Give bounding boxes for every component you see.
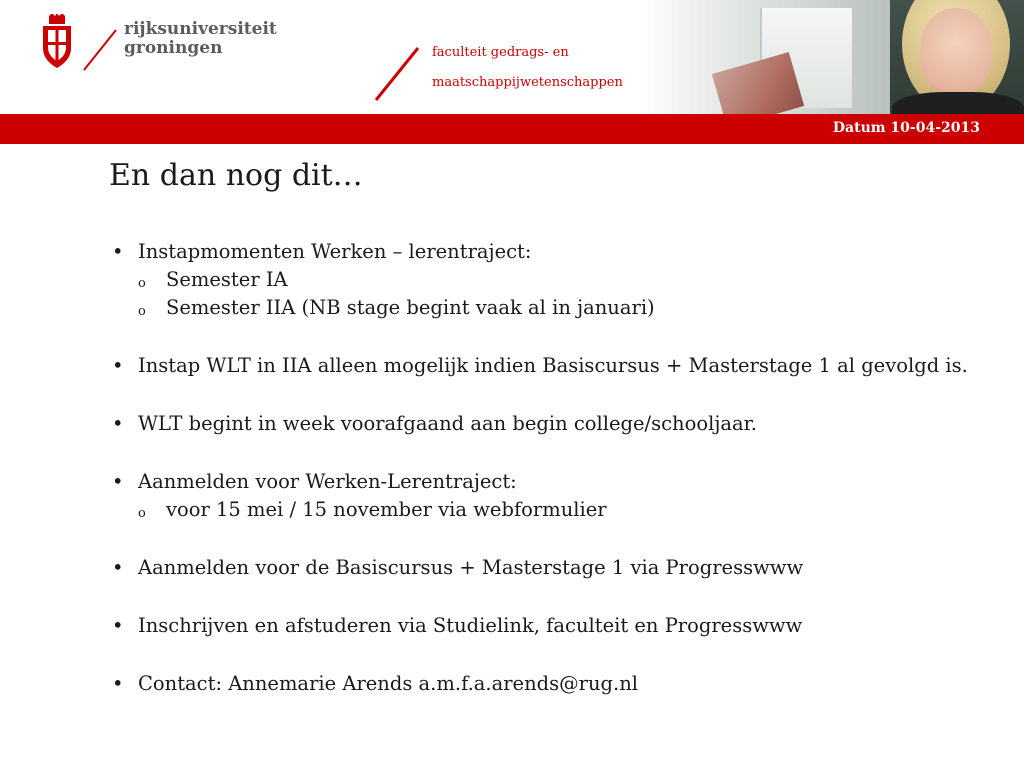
date-label: Datum 10-04-2013 bbox=[832, 120, 980, 136]
slide-title: En dan nog dit… bbox=[109, 158, 363, 193]
sub-text: Semester IIA (NB stage begint vaak al in januari) bbox=[166, 296, 655, 319]
faculty-slash-icon bbox=[372, 46, 422, 102]
bullet-item bbox=[112, 470, 992, 521]
faculty-line-1: faculteit gedrags- en bbox=[432, 45, 569, 60]
slide-body bbox=[112, 240, 992, 695]
bullet-dot: • bbox=[112, 412, 124, 435]
sub-item bbox=[138, 296, 992, 319]
logo-line-2: groningen bbox=[124, 38, 223, 58]
university-crest-icon bbox=[40, 14, 74, 70]
header-photo bbox=[640, 0, 1024, 114]
bullet-dot: • bbox=[112, 470, 124, 493]
sub-list bbox=[138, 498, 992, 521]
red-date-bar bbox=[0, 114, 1024, 144]
university-logo-text bbox=[124, 20, 324, 58]
bullet-item bbox=[112, 354, 992, 377]
sub-text: Semester IA bbox=[166, 268, 288, 291]
bullet-text: Instap WLT in IIA alleen mogelijk indien Basiscursus + Masterstage 1 al gevolgd is. bbox=[138, 354, 968, 377]
bullet-item bbox=[112, 672, 992, 695]
bullet-text: Aanmelden voor Werken-Lerentraject: bbox=[138, 470, 517, 493]
bullet-dot: • bbox=[112, 556, 124, 579]
sub-item bbox=[138, 268, 992, 291]
bullet-item bbox=[112, 412, 992, 435]
bullet-text: Inschrijven en afstuderen via Studielink, faculteit en Progresswww bbox=[138, 614, 803, 637]
bullet-text: Instapmomenten Werken – lerentraject: bbox=[138, 240, 532, 263]
logo-line-1: rijksuniversiteit bbox=[124, 19, 277, 39]
faculty-line-2: maatschappijwetenschappen bbox=[432, 75, 623, 90]
faculty-name bbox=[432, 38, 623, 98]
bullet-dot: • bbox=[112, 240, 124, 263]
bullet-item bbox=[112, 556, 992, 579]
sub-marker: o bbox=[138, 304, 146, 319]
header-banner bbox=[0, 0, 1024, 114]
bullet-item bbox=[112, 614, 992, 637]
bullet-item bbox=[112, 240, 992, 319]
bullet-dot: • bbox=[112, 354, 124, 377]
sub-list bbox=[138, 268, 992, 319]
sub-marker: o bbox=[138, 506, 146, 521]
sub-marker: o bbox=[138, 276, 146, 291]
bullet-text: WLT begint in week voorafgaand aan begin college/schooljaar. bbox=[138, 412, 758, 435]
logo-slash-icon bbox=[80, 28, 120, 72]
bullet-text: Aanmelden voor de Basiscursus + Masterstage 1 via Progresswww bbox=[138, 556, 804, 579]
bullet-dot: • bbox=[112, 672, 124, 695]
bullet-dot: • bbox=[112, 614, 124, 637]
sub-item bbox=[138, 498, 992, 521]
bullet-text: Contact: Annemarie Arends a.m.f.a.arends@rug.nl bbox=[138, 672, 639, 695]
sub-text: voor 15 mei / 15 november via webformulier bbox=[166, 498, 607, 521]
